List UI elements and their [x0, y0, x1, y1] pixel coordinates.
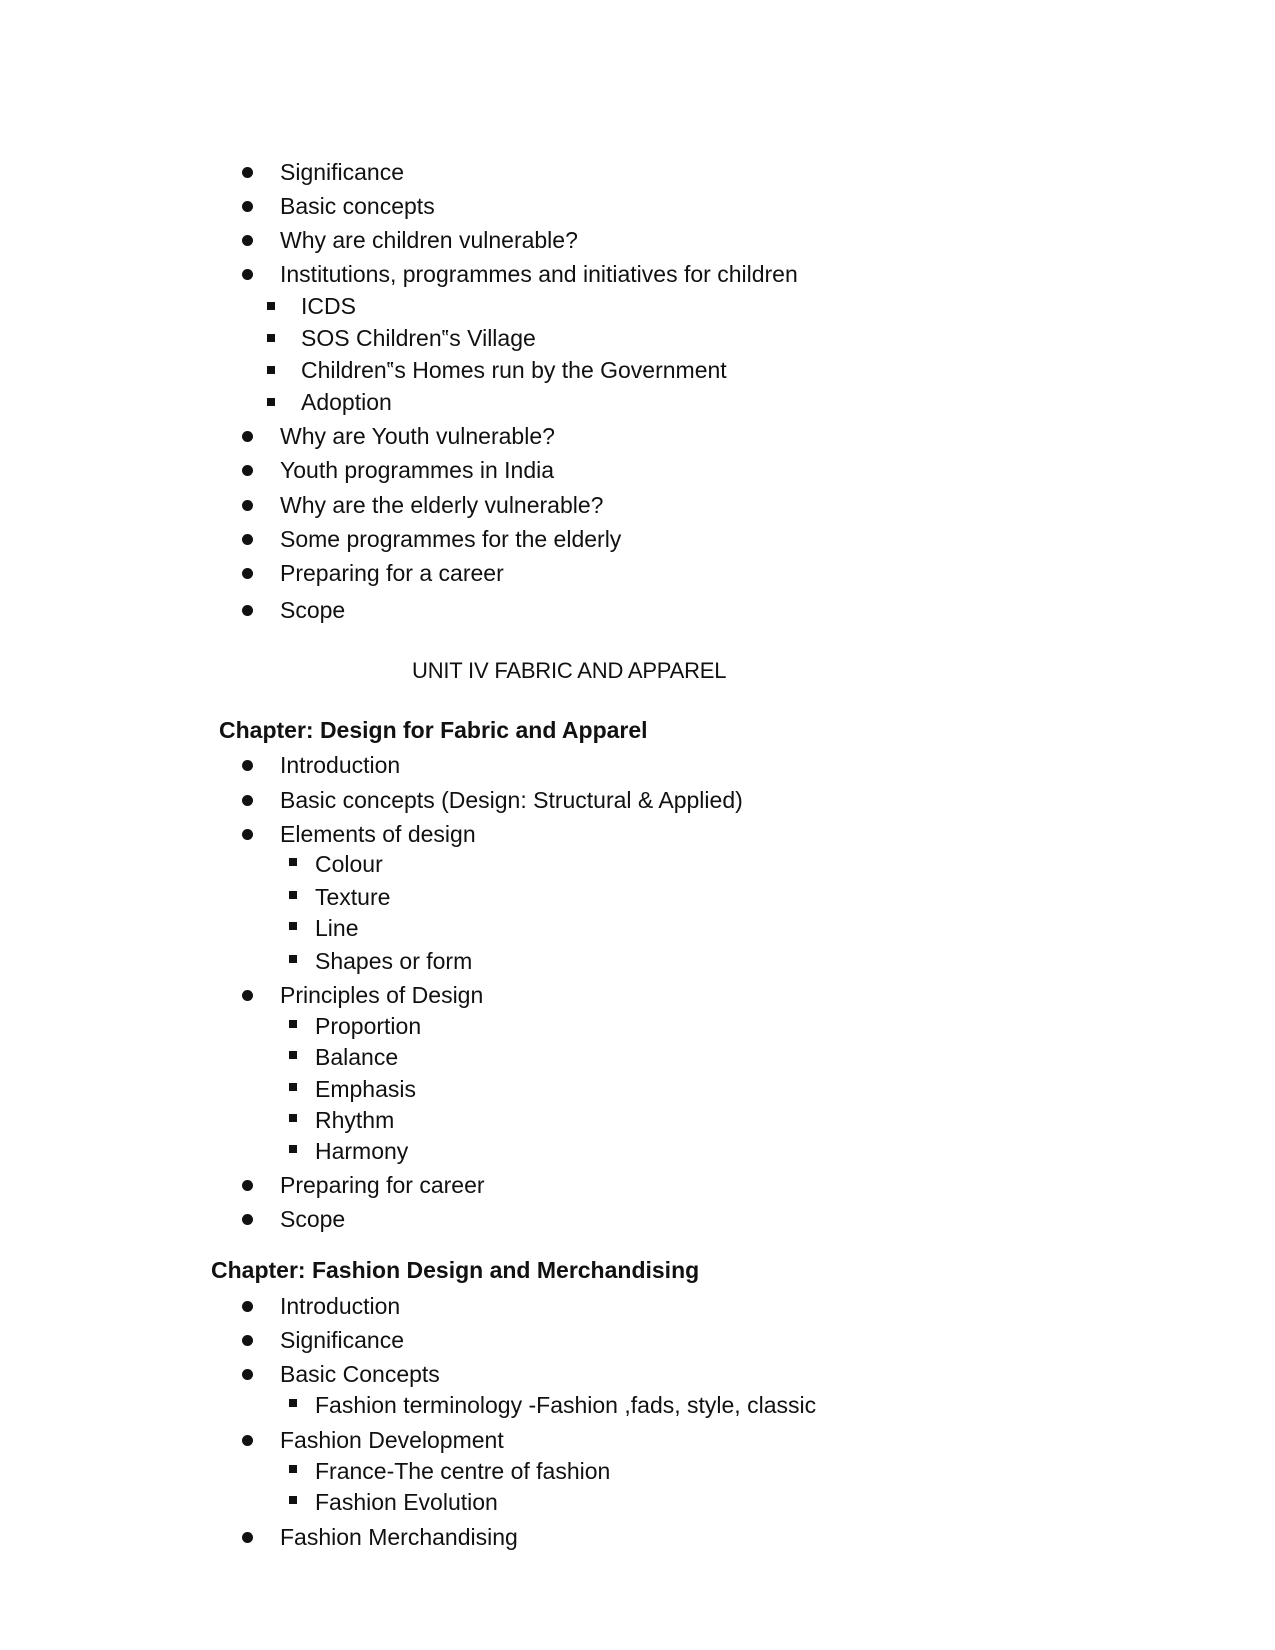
square-bullet-icon	[267, 366, 275, 374]
square-bullet-icon	[289, 1465, 297, 1473]
list-item: Youth programmes in India	[280, 457, 555, 483]
square-bullet-icon	[267, 334, 275, 342]
bullet-icon	[242, 1335, 253, 1346]
sub-list-item: Balance	[315, 1044, 399, 1070]
sub-list-item: Harmony	[315, 1138, 409, 1164]
list-item: Significance	[280, 1327, 405, 1353]
sub-list-item: France-The centre of fashion	[315, 1458, 611, 1484]
square-bullet-icon	[289, 1051, 297, 1059]
list-item: Why are the elderly vulnerable?	[280, 492, 604, 518]
square-bullet-icon	[289, 891, 297, 899]
bullet-icon	[242, 431, 253, 442]
bullet-icon	[242, 465, 253, 476]
bullet-icon	[242, 829, 253, 840]
sub-list-item: Fashion terminology -Fashion ,fads, style, classic	[315, 1392, 817, 1418]
list-item: Why are Youth vulnerable?	[280, 423, 555, 449]
bullet-icon	[242, 534, 253, 545]
square-bullet-icon	[289, 1020, 297, 1028]
unit-heading: UNIT IV FABRIC AND APPAREL	[412, 658, 727, 683]
list-item: Basic concepts	[280, 193, 435, 219]
list-item: Scope	[280, 1206, 346, 1232]
bullet-icon	[242, 568, 253, 579]
square-bullet-icon	[289, 1145, 297, 1153]
sub-list-item: Texture	[315, 884, 391, 910]
list-item: Fashion Development	[280, 1427, 504, 1453]
list-item: Elements of design	[280, 821, 476, 847]
square-bullet-icon	[289, 922, 297, 930]
bullet-icon	[242, 1214, 253, 1225]
list-item: Fashion Merchandising	[280, 1524, 518, 1550]
bullet-icon	[242, 201, 253, 212]
sub-list-item: Emphasis	[315, 1076, 416, 1102]
sub-list-item: Shapes or form	[315, 948, 473, 974]
bullet-icon	[242, 167, 253, 178]
list-item: Institutions, programmes and initiatives for children	[280, 261, 798, 287]
chapter-title: Chapter: Fashion Design and Merchandising	[211, 1257, 700, 1283]
sub-list-item: Proportion	[315, 1013, 422, 1039]
bullet-icon	[242, 500, 253, 511]
sub-list-item: ICDS	[301, 293, 356, 319]
bullet-icon	[242, 1369, 253, 1380]
sub-list-item: SOS Children‟s Village	[301, 325, 536, 351]
list-item: Basic Concepts	[280, 1361, 440, 1387]
bullet-icon	[242, 235, 253, 246]
square-bullet-icon	[289, 1496, 297, 1504]
list-item: Introduction	[280, 1293, 401, 1319]
bullet-icon	[242, 1301, 253, 1312]
square-bullet-icon	[267, 398, 275, 406]
square-bullet-icon	[289, 1083, 297, 1091]
list-item: Introduction	[280, 752, 401, 778]
square-bullet-icon	[289, 858, 297, 866]
bullet-icon	[242, 1435, 253, 1446]
square-bullet-icon	[267, 302, 275, 310]
square-bullet-icon	[289, 955, 297, 963]
bullet-icon	[242, 1532, 253, 1543]
bullet-icon	[242, 795, 253, 806]
list-item: Basic concepts (Design: Structural & Applied)	[280, 787, 743, 813]
list-item: Scope	[280, 597, 346, 623]
sub-list-item: Rhythm	[315, 1107, 395, 1133]
list-item: Preparing for a career	[280, 560, 504, 586]
sub-list-item: Line	[315, 915, 359, 941]
square-bullet-icon	[289, 1399, 297, 1407]
bullet-icon	[242, 760, 253, 771]
chapter-title: Chapter: Design for Fabric and Apparel	[219, 717, 648, 743]
sub-list-item: Colour	[315, 851, 383, 877]
list-item: Significance	[280, 159, 405, 185]
sub-list-item: Fashion Evolution	[315, 1489, 498, 1515]
bullet-icon	[242, 990, 253, 1001]
list-item: Why are children vulnerable?	[280, 227, 578, 253]
list-item: Preparing for career	[280, 1172, 485, 1198]
bullet-icon	[242, 1180, 253, 1191]
sub-list-item: Children‟s Homes run by the Government	[301, 357, 727, 383]
square-bullet-icon	[289, 1114, 297, 1122]
bullet-icon	[242, 605, 253, 616]
bullet-icon	[242, 269, 253, 280]
list-item: Some programmes for the elderly	[280, 526, 622, 552]
sub-list-item: Adoption	[301, 389, 392, 415]
list-item: Principles of Design	[280, 982, 484, 1008]
